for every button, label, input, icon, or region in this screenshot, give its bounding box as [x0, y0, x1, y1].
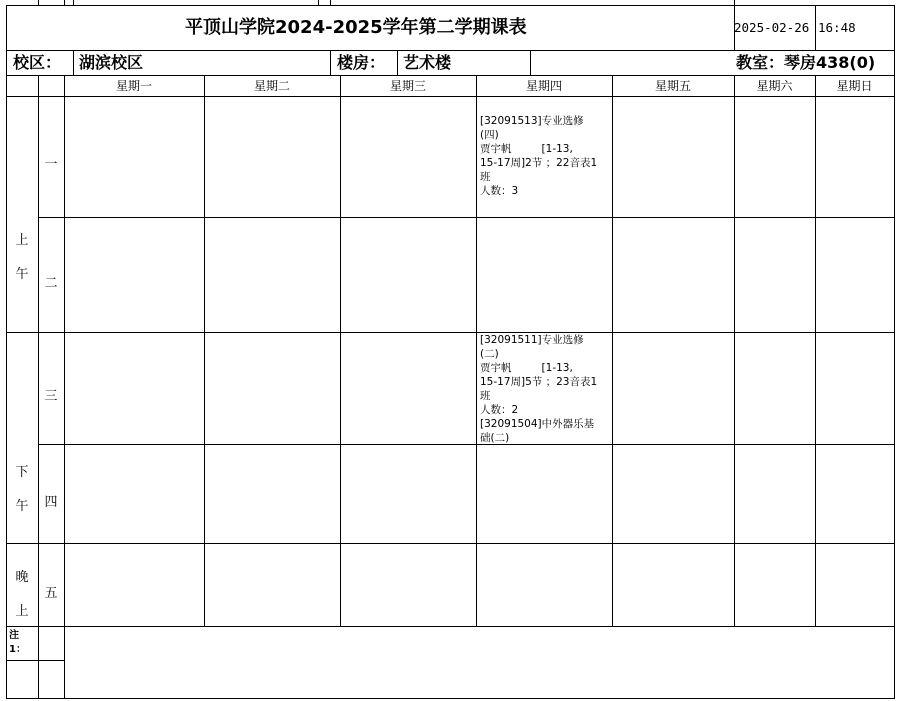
grid-line — [6, 75, 894, 76]
session-label-1: 一 — [44, 157, 58, 172]
morning-label-1: 上 — [15, 233, 29, 248]
note-label-1: 注 — [9, 630, 19, 641]
grid-line — [73, 50, 74, 76]
course-line: 15-17周]2节 ；22音表1 — [480, 157, 598, 169]
day-header-wed: 星期三 — [389, 79, 426, 93]
day-header-fri: 星期五 — [654, 79, 691, 93]
course-line: 贾宇帆 [1-13, — [480, 143, 573, 155]
grid-line — [318, 0, 319, 6]
afternoon-label-1: 下 — [15, 465, 29, 480]
grid-line — [6, 50, 894, 51]
grid-line — [734, 75, 735, 627]
session-label-5: 五 — [44, 586, 58, 601]
grid-line — [73, 0, 74, 6]
day-header-sat: 星期六 — [756, 79, 793, 93]
grid-line — [530, 50, 531, 76]
course-line: 班 — [480, 390, 491, 402]
session-label-4: 四 — [44, 495, 58, 510]
grid-line — [330, 0, 331, 6]
grid-line — [6, 5, 7, 699]
grid-line — [6, 96, 894, 97]
page-title: 平顶山学院2024-2025学年第二学期课表 — [185, 17, 527, 38]
building-value: 艺术楼 — [403, 53, 452, 72]
grid-line — [6, 660, 64, 661]
building-label: 楼房： — [337, 53, 386, 72]
print-time: 16:48 — [818, 20, 856, 35]
grid-line — [397, 50, 398, 76]
grid-line — [330, 50, 331, 76]
morning-label-2: 午 — [15, 267, 29, 282]
course-line: [32091511]专业选修 — [480, 334, 584, 346]
grid-line — [6, 332, 894, 333]
grid-line — [6, 698, 894, 699]
session-label-2: 二 — [44, 276, 58, 291]
grid-line — [64, 0, 65, 6]
day-header-tue: 星期二 — [253, 79, 290, 93]
course-line: 础(二) — [480, 432, 510, 444]
grid-line — [815, 5, 816, 51]
campus-value: 湖滨校区 — [79, 53, 144, 72]
course-line: (四) — [480, 129, 499, 141]
grid-line — [894, 5, 895, 699]
course-cell-thu-session-3[interactable] — [480, 333, 610, 445]
note-label-2: 1： — [9, 644, 26, 655]
campus-label: 校区： — [13, 53, 62, 72]
grid-line — [6, 626, 894, 627]
day-header-sun: 星期日 — [836, 79, 873, 93]
classroom: 教室：琴房438(0) — [736, 53, 876, 72]
day-header-thu: 星期四 — [525, 79, 562, 93]
grid-line — [476, 75, 477, 627]
course-line: 人数：3 — [480, 185, 519, 197]
grid-line — [6, 543, 894, 544]
evening-label-1: 晚 — [15, 570, 29, 585]
course-line: [32091513]专业选修 — [480, 115, 584, 127]
course-line: 班 — [480, 171, 491, 183]
course-cell-thu-session-1[interactable] — [480, 114, 610, 198]
grid-line — [815, 75, 816, 627]
grid-line — [38, 217, 894, 218]
course-line: 人数：2 — [480, 404, 519, 416]
grid-line — [612, 75, 613, 627]
course-line: (二) — [480, 348, 499, 360]
print-date: 2025-02-26 — [734, 20, 810, 35]
day-header-mon: 星期一 — [115, 79, 152, 93]
course-line: [32091504]中外器乐基 — [480, 418, 595, 430]
course-line: 15-17周]5节 ；23音表1 — [480, 376, 598, 388]
grid-line — [38, 0, 39, 6]
grid-line — [6, 5, 894, 6]
grid-line — [64, 75, 65, 699]
session-label-3: 三 — [44, 389, 58, 404]
grid-line — [204, 75, 205, 627]
afternoon-label-2: 午 — [15, 499, 29, 514]
grid-line — [340, 75, 341, 627]
evening-label-2: 上 — [15, 604, 29, 619]
grid-line — [38, 444, 894, 445]
course-line: 贾宇帆 [1-13, — [480, 362, 573, 374]
